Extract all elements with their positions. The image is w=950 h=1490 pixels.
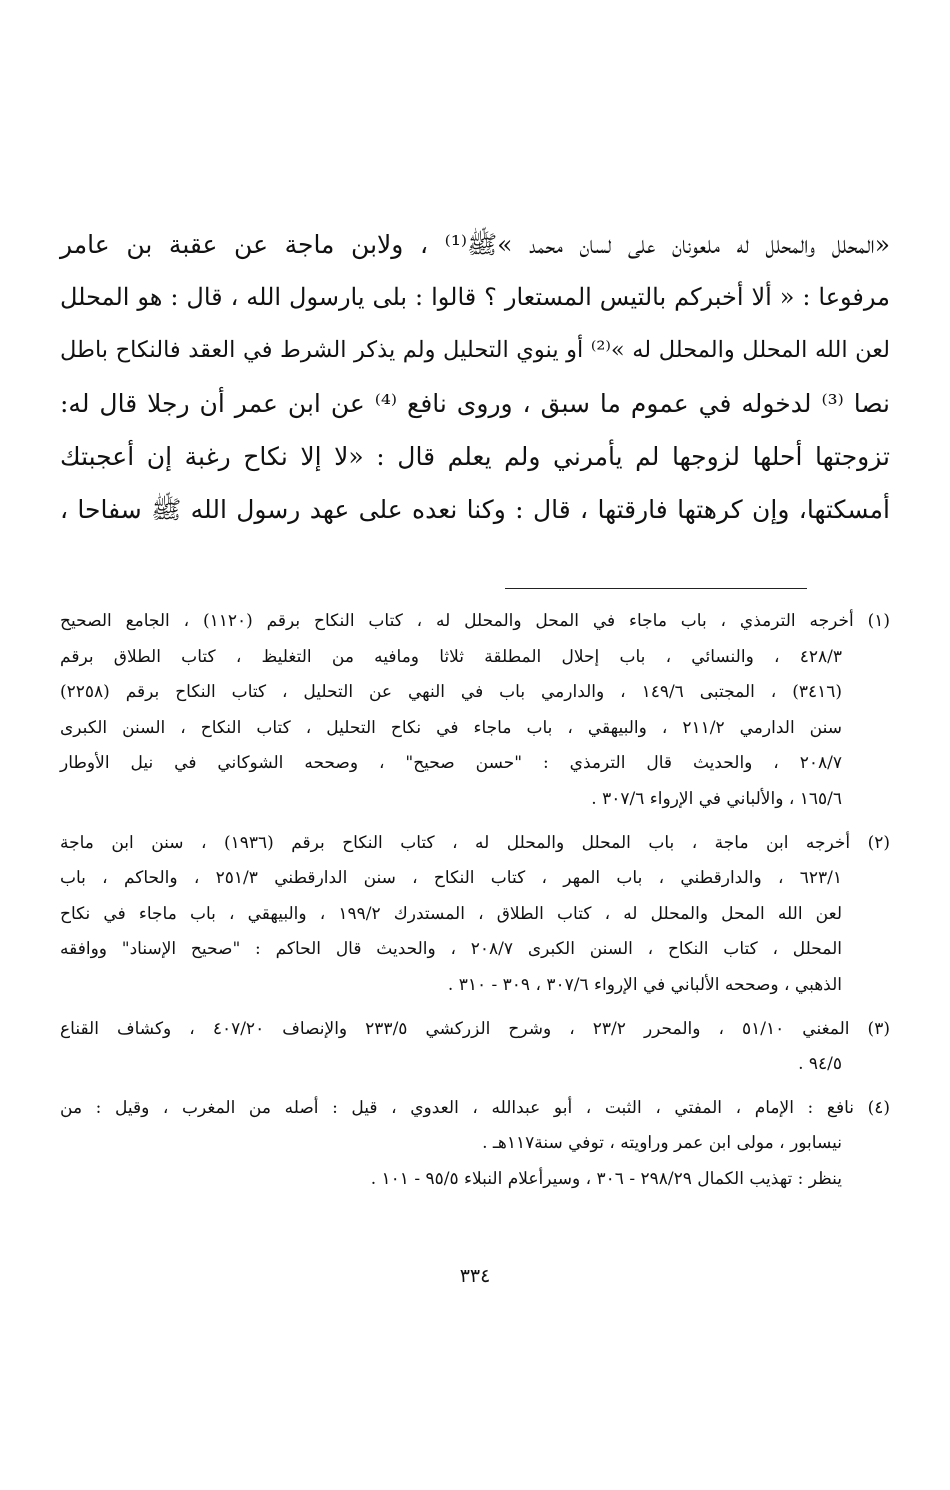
main-text [60,218,890,536]
footnote-line: ينظر : تهذيب الكمال ٢٩٨/٢٩ - ٣٠٦ ، وسيرأعلام النبلاء ٩٥/٥ - ١٠١ . [370,1168,842,1189]
footnote-line: سنن الدارمي ٢١١/٢ ، والبيهقي ، باب ماجاء في نكاح التحليل ، كتاب النكاح ، السنن الكبرى [60,717,842,738]
footnote-1 [60,604,890,818]
main-text-line: تزوجتها أحلها لزوجها لم يأمرني ولم يعلم قال : «لا إلا نكاح رغبة إن أعجبتك [60,442,890,471]
main-text-line: مرفوعا : « ألا أخبركم بالتيس المستعار ؟ قالوا : بلى يارسول الله ، قال : هو المحلل [60,283,890,311]
footnote-line: (٤) نافع : الإمام ، المفتي ، الثبت ، أبو عبدالله ، العدوي ، قيل : أصله من المغرب ، وقيل : من [60,1097,890,1118]
footnote-line: ٩٤/٥ . [798,1054,842,1075]
footnote-2 [60,826,890,1004]
footnote-line: (١) أخرجه الترمذي ، باب ماجاء في المحل والمحلل له ، كتاب النكاح برقم (١١٢٠) ، الجامع الصحيح [60,611,890,631]
footnote-line: المحلل ، كتاب النكاح ، السنن الكبرى ٢٠٨/٧ ، والحديث قال الحاكم : "صحيح الإسناد" ووافقه [60,939,842,960]
footnote-line: نيسابور ، مولى ابن عمر وراويته ، توفي سنة١١٧هـ . [482,1133,842,1154]
footnote-line: الذهبي ، وصححه الألباني في الإرواء ٣٠٧/٦ ، ٣٠٩ - ٣١٠ . [447,974,842,995]
main-text-line: أمسكتها، وإن كرهتها فارقتها ، قال : وكنا نعده على عهد رسول الله ﷺ سفاحا ، [60,495,890,524]
main-text-line: لعن الله المحلل والمحلل له »⁽²⁾ أو ينوي التحليل ولم يذكر الشرط في العقد فالنكاح باطل [60,337,890,363]
footnotes [60,604,890,1198]
footnote-line: (٢) أخرجه ابن ماجة ، باب المحلل والمحلل له ، كتاب النكاح برقم (١٩٣٦) ، سنن ابن ماجة [60,832,890,853]
footnote-line: ١٦٥/٦ ، والألباني في الإرواء ٣٠٧/٦ . [591,788,842,809]
footnote-divider [505,588,807,589]
main-text-line: نصا ⁽³⁾ لدخوله في عموم ما سبق ، وروى نافع ⁽⁴⁾ عن ابن عمر أن رجلا قال له: [60,389,890,418]
footnote-4 [60,1091,890,1198]
footnote-line: ٦٢٣/١ ، والدارقطني ، باب المهر ، كتاب النكاح ، سنن الدارقطني ٢٥١/٣ ، والحاكم ، باب [60,868,843,889]
footnote-line: (٣٤١٦) ، المجتبى ١٤٩/٦ ، والدارمي باب في النهي عن التحليل ، كتاب النكاح برقم (٢٢٥٨) [60,682,843,703]
footnote-line: (٣) المغني ٥١/١٠ ، والمحرر ٢٣/٢ ، وشرح الزركشي ٢٣٣/٥ والإنصاف ٤٠٧/٢٠ ، وكشاف القناع [60,1018,890,1039]
footnote-line: ٢٠٨/٧ ، والحديث قال الترمذي : "حسن صحيح" ، وصححه الشوكاني في نيل الأوطار [60,753,842,774]
page-number: ٣٣٤ [459,1265,491,1287]
footnote-line: ٤٢٨/٣ ، والنسائي ، باب إحلال المطلقة ثلاثا ومافيه من التغليظ ، كتاب الطلاق برقم [60,646,842,667]
footnote-3 [60,1012,890,1083]
main-text-line: «المحلل والمحلل له ملعونان على لسان محمد »ﷺ⁽¹⁾ ، ولابن ماجة عن عقبة بن عامر [60,230,890,259]
footnote-line: لعن الله المحل والمحلل له ، كتاب الطلاق ، المستدرك ١٩٩/٢ ، والبيهقي ، باب ماجاء في نكاح [60,903,843,924]
